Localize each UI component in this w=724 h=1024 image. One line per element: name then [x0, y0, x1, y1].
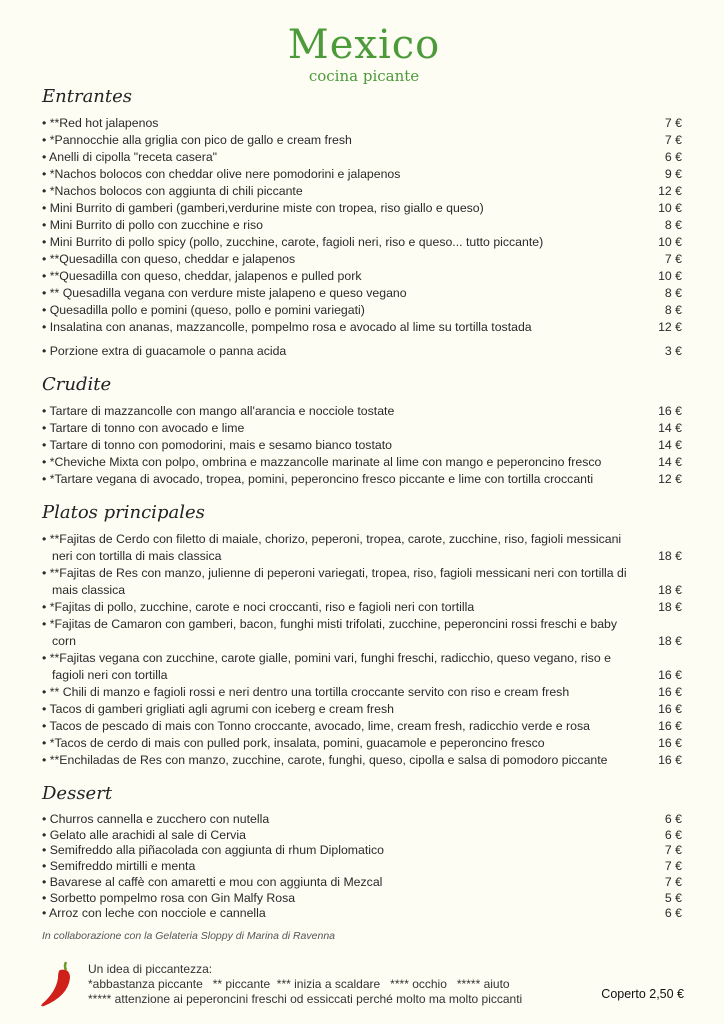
item-name: • Sorbetto pompelmo rosa con Gin Malfy Rosa	[42, 891, 295, 907]
item-price: 8 €	[664, 303, 682, 317]
item-price: 12 €	[658, 472, 682, 486]
item-price: 16 €	[658, 753, 682, 767]
item-name: • Semifreddo alla piñacolada con aggiunta di rhum Diplomatico	[42, 843, 384, 859]
section-dessert	[42, 781, 682, 922]
item-price: 7 €	[664, 859, 682, 874]
item-name: • Insalatina con ananas, mazzancolle, pompelmo rosa e avocado al lime su tortilla tostada	[42, 319, 532, 336]
menu-item	[42, 684, 682, 701]
menu-item	[42, 906, 682, 922]
menu-item	[42, 285, 682, 302]
item-name: • Semifreddo mirtilli e menta	[42, 859, 195, 875]
logo-title: Mexico	[287, 22, 441, 68]
item-price: 16 €	[658, 736, 682, 750]
item-price: 7 €	[664, 874, 682, 889]
section-crudite	[42, 372, 682, 488]
item-name: • Anelli di cipolla "receta casera"	[42, 149, 217, 166]
spice-legend	[88, 962, 522, 1007]
item-price: 18 €	[658, 583, 682, 597]
menu-item	[42, 132, 682, 149]
item-price: 8 €	[664, 286, 682, 300]
item-name: • Arroz con leche con nocciole e cannella	[42, 906, 266, 922]
item-name: • ** Quesadilla vegana con verdure miste jalapeno e queso vegano	[42, 285, 407, 302]
item-price: 6 €	[664, 906, 682, 921]
item-price: 3 €	[664, 344, 682, 358]
item-price: 12 €	[658, 320, 682, 334]
spacer	[42, 336, 682, 343]
menu-item	[42, 843, 682, 859]
item-price: 8 €	[664, 218, 682, 232]
spice-title: Un idea di piccantezza:	[88, 962, 213, 976]
item-name: • *Tartare vegana di avocado, tropea, pomini, peperoncino fresco piccante e lime con tortilla croccanti	[42, 471, 593, 488]
menu-item	[42, 268, 682, 285]
item-name: • *Fajitas de Camaron con gamberi, bacon, funghi misti trifolati, zucchine, peperoncini rossi freschi e baby corn	[42, 616, 642, 650]
item-name: • *Nachos bolocos con aggiunta di chili piccante	[42, 183, 303, 200]
section-title: Platos principales	[42, 502, 205, 523]
item-price: 14 €	[658, 438, 682, 452]
item-price: 6 €	[664, 812, 682, 826]
item-name: • Tartare di tonno con pomodorini, mais e sesamo bianco tostato	[42, 437, 392, 454]
item-price: 16 €	[658, 702, 682, 716]
item-name: • Tacos di gamberi grigliati agli agrumi con iceberg e cream fresh	[42, 701, 394, 718]
section-title: Entrantes	[42, 86, 133, 107]
menu-item	[42, 891, 682, 907]
section-platos-principales	[42, 500, 682, 769]
menu-item	[42, 166, 682, 183]
item-name: • *Tacos de cerdo di mais con pulled pork, insalata, pomini, guacamole e peperoncino fresco	[42, 735, 545, 752]
item-name: • **Fajitas de Res con manzo, julienne di peperoni variegati, tropea, riso, fagioli messicani neri con tortilla di mais classica	[42, 565, 642, 599]
item-name: • Gelato alle arachidi al sale di Cervia	[42, 828, 246, 844]
menu-item	[42, 701, 682, 718]
menu-item	[42, 718, 682, 735]
collaboration-note: In collaborazione con la Gelateria Sloppy di Marina di Ravenna	[42, 930, 336, 942]
item-price: 18 €	[658, 600, 682, 614]
menu-item	[42, 200, 682, 217]
menu-item	[42, 859, 682, 875]
item-price: 16 €	[658, 719, 682, 733]
item-price: 7 €	[664, 116, 682, 130]
item-name: • *Fajitas di pollo, zucchine, carote e noci croccanti, riso e fagioli neri con tortilla	[42, 599, 474, 616]
menu-item	[42, 403, 682, 420]
menu	[42, 84, 682, 934]
item-name: • Porzione extra di guacamole o panna acida	[42, 343, 286, 360]
item-name: • **Enchiladas de Res con manzo, zucchine, carote, funghi, queso, cipolla e salsa di pomodoro piccante	[42, 752, 608, 769]
item-name: • ** Chili di manzo e fagioli rossi e neri dentro una tortilla croccante servito con riso e cream fresh	[42, 684, 569, 701]
menu-item	[42, 875, 682, 891]
item-name: • **Red hot jalapenos	[42, 115, 158, 132]
item-name: • **Fajitas vegana con zucchine, carote gialle, pomini vari, funghi freschi, radicchio, queso vegano, riso e fagioli neri con tortilla	[42, 650, 642, 684]
menu-item	[42, 217, 682, 234]
logo-subtitle: cocina picante	[308, 67, 420, 85]
menu-item	[42, 343, 682, 360]
item-name: • Bavarese al caffè con amaretti e mou con aggiunta di Mezcal	[42, 875, 382, 891]
item-price: 7 €	[664, 252, 682, 266]
item-name: • *Nachos bolocos con cheddar olive nere pomodorini e jalapenos	[42, 166, 400, 183]
menu-item	[42, 319, 682, 336]
section-entrantes	[42, 84, 682, 360]
item-name: • Tartare di mazzancolle con mango all'arancia e nocciole tostate	[42, 403, 394, 420]
item-name: • Churros cannella e zucchero con nutella	[42, 812, 269, 828]
section-title: Dessert	[42, 783, 113, 804]
menu-item	[42, 531, 682, 565]
menu-item	[42, 735, 682, 752]
chili-pepper-icon	[38, 958, 74, 1010]
item-price: 9 €	[664, 167, 682, 181]
item-name: • **Fajitas de Cerdo con filetto di maiale, chorizo, peperoni, tropea, carote, zucchine, riso, fagioli messicani neri con tortilla di mais classica	[42, 531, 642, 565]
item-name: • **Quesadilla con queso, cheddar, jalapenos e pulled pork	[42, 268, 361, 285]
item-price: 5 €	[664, 890, 682, 905]
menu-item	[42, 251, 682, 268]
item-price: 16 €	[658, 404, 682, 418]
spice-scale: *abbastanza piccante ** piccante *** inizia a scaldare **** occhio ***** aiuto	[88, 977, 510, 991]
item-price: 10 €	[658, 201, 682, 215]
menu-item	[42, 437, 682, 454]
menu-item	[42, 828, 682, 844]
item-price: 12 €	[658, 184, 682, 198]
item-price: 18 €	[658, 634, 682, 648]
item-name: • Mini Burrito di pollo con zucchine e riso	[42, 217, 263, 234]
menu-item	[42, 149, 682, 166]
menu-item	[42, 650, 682, 684]
item-price: 14 €	[658, 455, 682, 469]
item-price: 6 €	[664, 150, 682, 164]
item-price: 14 €	[658, 421, 682, 435]
cover-charge: Coperto 2,50 €	[601, 987, 684, 1001]
menu-item	[42, 752, 682, 769]
item-price: 6 €	[664, 827, 682, 842]
item-price: 16 €	[658, 668, 682, 682]
menu-item	[42, 616, 682, 650]
menu-item	[42, 234, 682, 251]
logo	[284, 22, 444, 84]
item-price: 18 €	[658, 549, 682, 563]
item-name: • **Quesadilla con queso, cheddar e jalapenos	[42, 251, 295, 268]
item-name: • Tacos de pescado di mais con Tonno croccante, avocado, lime, cream fresh, radicchio verde e rosa	[42, 718, 590, 735]
menu-item	[42, 565, 682, 599]
item-name: • Mini Burrito di gamberi (gamberi,verdurine miste con tropea, riso giallo e queso)	[42, 200, 484, 217]
menu-item	[42, 183, 682, 200]
menu-item	[42, 812, 682, 828]
menu-item	[42, 115, 682, 132]
section-title: Crudite	[42, 374, 112, 395]
item-name: • *Cheviche Mixta con polpo, ombrina e mazzancolle marinate al lime con mango e peperoncino fresco	[42, 454, 601, 471]
item-price: 7 €	[664, 133, 682, 147]
menu-item	[42, 302, 682, 319]
item-name: • Mini Burrito di pollo spicy (pollo, zucchine, carote, fagioli neri, riso e queso... tutto piccante)	[42, 234, 543, 251]
item-name: • Tartare di tonno con avocado e lime	[42, 420, 244, 437]
menu-item	[42, 420, 682, 437]
item-price: 10 €	[658, 269, 682, 283]
item-name: • *Pannocchie alla griglia con pico de gallo e cream fresh	[42, 132, 352, 149]
spice-warning: ***** attenzione ai peperoncini freschi od essiccati perché molto ma molto piccanti	[88, 992, 523, 1006]
item-name: • Quesadilla pollo e pomini (queso, pollo e pomini variegati)	[42, 302, 365, 319]
item-price: 7 €	[664, 843, 682, 858]
item-price: 16 €	[658, 685, 682, 699]
menu-item	[42, 454, 682, 471]
menu-item	[42, 471, 682, 488]
item-price: 10 €	[658, 235, 682, 249]
menu-item	[42, 599, 682, 616]
